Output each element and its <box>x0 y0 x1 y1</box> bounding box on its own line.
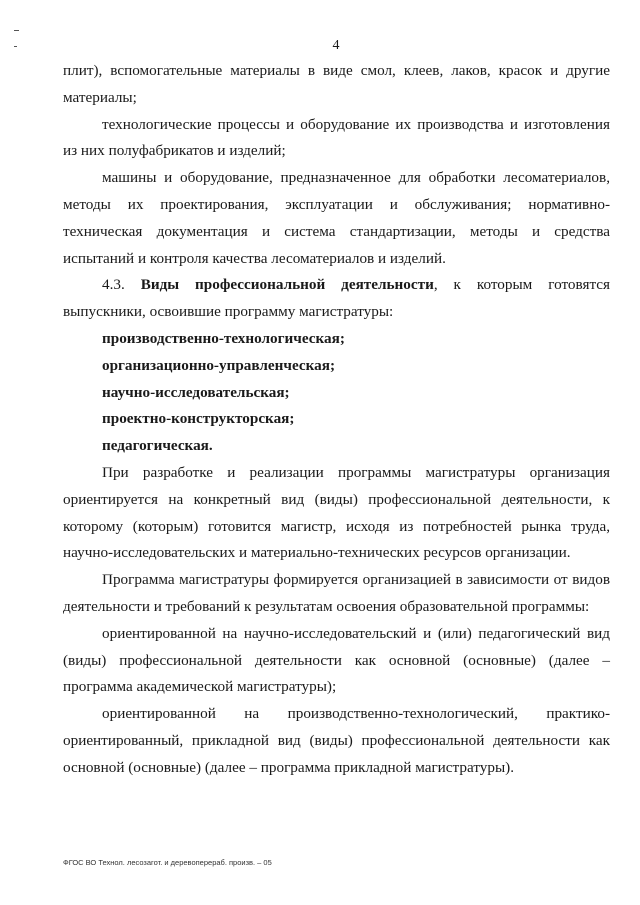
section-bold-heading: Виды профессиональной деятельности <box>140 276 434 294</box>
section-heading-rest: , к которым готовятся выпускники, освоившие программу магистратуры: <box>63 276 610 321</box>
paragraph: ориентированной на научно-исследовательский и (или) педагогический вид (виды) профессиональной деятельности как основной (основные) (далее – программа академической магистратуры); <box>63 624 610 696</box>
activity-type-item: педагогическая. <box>102 437 213 455</box>
paragraph: ориентированной на производственно-технологический, практико-ориентированный, прикладной вид (виды) профессиональной деятельности как основной (основные) (далее – программа прикладной магистратуры). <box>63 705 610 776</box>
section-number: 4.3. <box>102 276 125 294</box>
document-footer: ФГОС ВО Технол. лесозагот. и деревоперераб. произв. – 05 <box>63 858 272 867</box>
paragraph: Программа магистратуры формируется организацией в зависимости от видов деятельности и требований к результатам освоения образовательной программы: <box>63 571 610 615</box>
activity-type-item: производственно-технологическая; <box>102 329 345 347</box>
paragraph: При разработке и реализации программы магистратуры организация ориентируется на конкретный вид (виды) профессиональной деятельности, к которому (которым) готовится магистр, исходя из потребностей рынка труда, научно-исследовательских и материально-технических ресурсов организации. <box>63 463 610 562</box>
page-number: 4 <box>332 38 340 53</box>
activity-type-item: проектно-конструкторская; <box>102 410 295 428</box>
activity-type-item: организационно-управленческая; <box>102 356 335 374</box>
paragraph: технологические процессы и оборудование их производства и изготовления из них полуфабрикатов и изделий; <box>63 115 610 160</box>
paragraph: плит), вспомогательные материалы в виде смол, клеев, лаков, красок и другие материалы; <box>63 62 610 106</box>
section-heading <box>63 272 610 326</box>
document-body <box>63 58 610 782</box>
scan-mark <box>14 30 19 31</box>
activity-type-item: научно-исследовательская; <box>102 383 290 401</box>
paragraph: машины и оборудование, предназначенное для обработки лесоматериалов, методы их проектирования, эксплуатации и обслуживания; нормативно-техническая документация и система стандартизации, методы и средства испытаний и контроля качества лесоматериалов и изделий. <box>63 169 610 267</box>
